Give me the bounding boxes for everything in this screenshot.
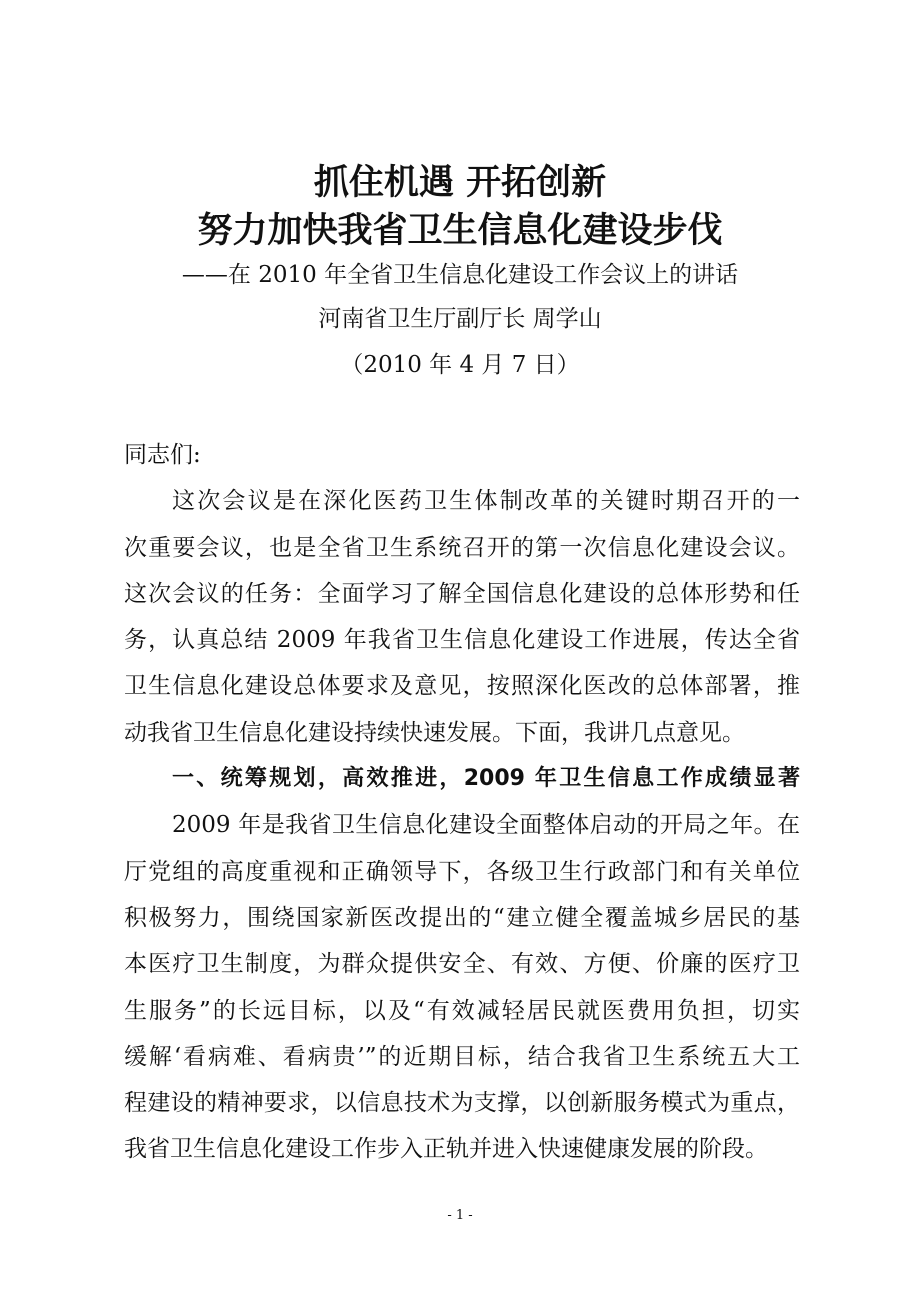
document-title-line-2: 努力加快我省卫生信息化建设步伐: [197, 211, 723, 251]
paragraph-line: 我省卫生信息化建设工作步入正轨并进入快速健康发展的阶段。: [124, 1136, 768, 1163]
paragraph-line: 积极努力，围绕国家新医改提出的“建立健全覆盖城乡居民的基: [124, 904, 800, 931]
speech-body: [124, 432, 800, 1173]
paragraph-line: 这次会议的任务：全面学习了解全国信息化建设的总体形势和任: [124, 580, 800, 607]
page-number: - 1 -: [447, 1208, 473, 1223]
document-subtitle: ——在 2010 年全省卫生信息化建设工作会议上的讲话: [181, 262, 739, 288]
speech-date: （2010 年 4 月 7 日）: [340, 352, 580, 378]
paragraph-line: 本医疗卫生制度，为群众提供安全、有效、方便、价廉的医疗卫: [124, 951, 800, 978]
salutation: 同志们:: [124, 442, 201, 468]
paragraph-line: 务，认真总结 2009 年我省卫生信息化建设工作进展，传达全省: [124, 627, 800, 654]
paragraph-line: 这次会议是在深化医药卫生体制改革的关键时期召开的一: [172, 488, 800, 515]
paragraph-section-1: [124, 802, 800, 1172]
document-title-line-1: 抓住机遇 开拓创新: [313, 163, 607, 203]
author-line: 河南省卫生厅副厅长 周学山: [318, 306, 602, 332]
paragraph-line: 次重要会议，也是全省卫生系统召开的第一次信息化建设会议。: [124, 534, 800, 561]
paragraph-intro: [124, 478, 800, 756]
paragraph-line: 2009 年是我省卫生信息化建设全面整体启动的开局之年。在: [172, 812, 800, 839]
paragraph-line: 厅党组的高度重视和正确领导下，各级卫生行政部门和有关单位: [124, 858, 800, 885]
paragraph-line: 生服务”的长远目标，以及“有效减轻居民就医费用负担，切实: [124, 997, 800, 1024]
paragraph-line: 程建设的精神要求，以信息技术为支撑，以创新服务模式为重点，: [124, 1090, 800, 1117]
paragraph-line: 卫生信息化建设总体要求及意见，按照深化医改的总体部署，推: [124, 673, 800, 700]
section-heading-1: 一、统筹规划，高效推进，2009 年卫生信息工作成绩显著: [172, 766, 800, 792]
paragraph-line: 动我省卫生信息化建设持续快速发展。下面，我讲几点意见。: [124, 719, 745, 746]
paragraph-line: 缓解‘看病难、看病贵’”的近期目标，结合我省卫生系统五大工: [124, 1043, 800, 1070]
